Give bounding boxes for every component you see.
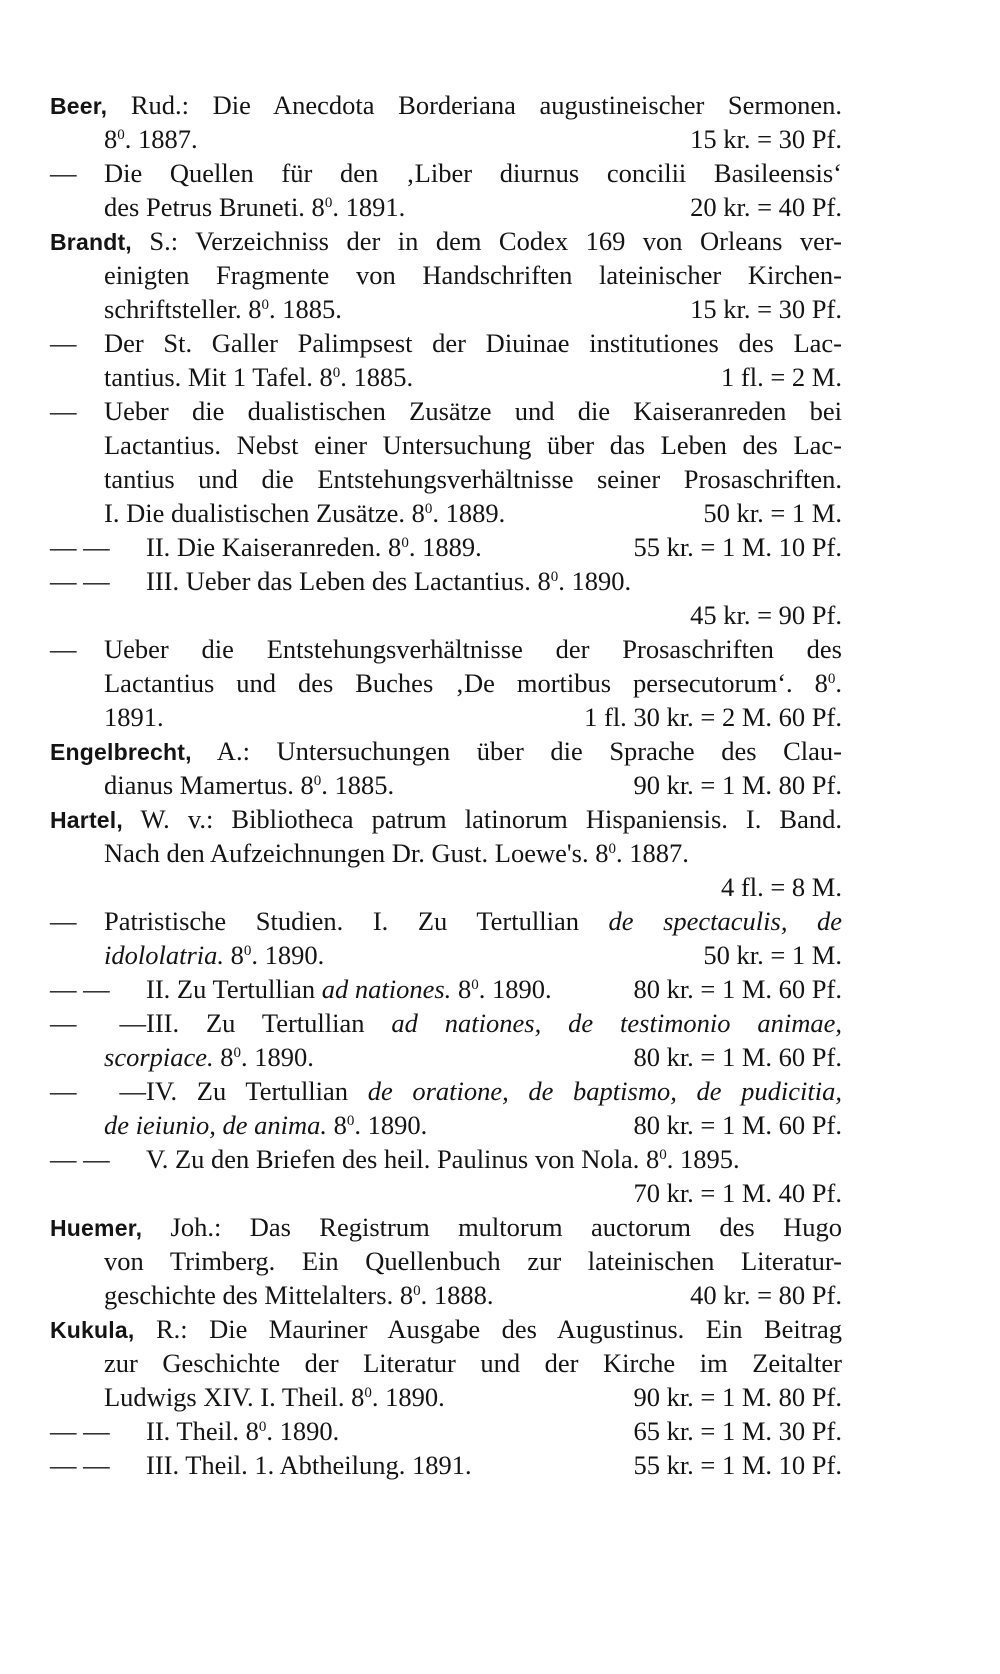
entry-line xyxy=(50,462,842,496)
entry-text: II. Theil. $8^0$. 1890. xyxy=(146,1416,340,1446)
entry-text: Lactantius. Nebst einer Untersuchung über das Leben des Lac- xyxy=(104,430,842,460)
entry-text-italic: ad nationes, de testimonio animae, xyxy=(391,1008,842,1038)
entry-line xyxy=(50,700,842,734)
entry-line xyxy=(50,768,842,802)
entry-line xyxy=(50,598,842,632)
price: 45 kr. = 90 Pf. xyxy=(690,600,842,630)
catalogue-entry xyxy=(50,1074,842,1142)
entry-line xyxy=(50,1244,842,1278)
entry-text-italic: ad nationes. xyxy=(321,974,452,1004)
entry-line xyxy=(50,1414,842,1448)
entry-line xyxy=(50,258,842,292)
entry-left xyxy=(50,1108,427,1142)
entry-left xyxy=(50,360,413,394)
entry-text: Rud.: Die Anecdota Borderiana augustineischer Sermonen. xyxy=(107,90,842,120)
entry-text: R.: Die Mauriner Ausgabe des Augustinus. Ein Beitrag xyxy=(134,1314,842,1344)
entry-left xyxy=(50,938,324,972)
entry-line xyxy=(50,292,842,326)
entry-text: IV. Zu Tertullian xyxy=(146,1076,368,1106)
entry-left xyxy=(50,972,552,1006)
catalogue-entry xyxy=(50,632,842,734)
entry-text: $8^0$. 1890. xyxy=(451,974,552,1004)
entry-line xyxy=(50,496,842,530)
entry-text: einigten Fragmente von Handschriften lateinischer Kirchen- xyxy=(104,260,842,290)
author-name: Beer, xyxy=(50,93,108,119)
author-name: Kukula, xyxy=(50,1317,135,1343)
entry-text: Nach den Aufzeichnungen Dr. Gust. Loewe's. $8^0$. 1887. xyxy=(104,838,689,868)
entry-line xyxy=(50,1142,842,1176)
catalogue-entry xyxy=(50,88,842,156)
entry-left xyxy=(50,122,198,156)
ditto-dash: — xyxy=(50,634,77,664)
price: 50 kr. = 1 M. xyxy=(703,940,842,970)
price: 15 kr. = 30 Pf. xyxy=(690,124,842,154)
entry-text: Der St. Galler Palimpsest der Diuinae institutiones des Lac- xyxy=(104,328,842,358)
catalogue-entry xyxy=(50,326,842,394)
entry-text: II. Die Kaiseranreden. $8^0$. 1889. xyxy=(146,532,482,562)
entry-line xyxy=(50,394,842,428)
price: 4 fl. = 8 M. xyxy=(721,872,842,902)
ditto-dash: — — xyxy=(50,566,110,596)
catalogue-entry xyxy=(50,904,842,972)
entry-line xyxy=(50,1040,842,1074)
catalogue-entry xyxy=(50,1312,842,1414)
entry-text: von Trimberg. Ein Quellenbuch zur lateinischen Literatur- xyxy=(104,1246,842,1276)
entry-line xyxy=(50,1210,842,1244)
price: 90 kr. = 1 M. 80 Pf. xyxy=(633,770,842,800)
price: 55 kr. = 1 M. 10 Pf. xyxy=(633,532,842,562)
ditto-dash: — — xyxy=(50,1144,110,1174)
entry-line xyxy=(50,666,842,700)
entry-text: Ueber die dualistischen Zusätze und die Kaiseranreden bei xyxy=(104,396,842,426)
entry-text-italic: scorpiace. xyxy=(104,1042,214,1072)
entry-text: Ueber die Entstehungsverhältnisse der Prosaschriften des xyxy=(104,634,842,664)
entry-text: tantius. Mit 1 Tafel. $8^0$. 1885. xyxy=(104,362,414,392)
author-name: Brandt, xyxy=(50,229,132,255)
entry-line xyxy=(50,904,842,938)
price: 80 kr. = 1 M. 60 Pf. xyxy=(633,1110,842,1140)
entry-text: Die Quellen für den ‚Liber diurnus concilii Basileensis‘ xyxy=(104,158,842,188)
entry-left xyxy=(50,1448,472,1482)
catalogue-entry xyxy=(50,156,842,224)
entry-text: tantius und die Entstehungsverhältnisse seiner Prosaschriften. xyxy=(104,464,842,494)
entry-text: $8^0$. 1890. xyxy=(224,940,325,970)
catalogue-entry xyxy=(50,564,842,632)
entry-left xyxy=(50,1414,339,1448)
entry-text: 1891. xyxy=(104,702,164,732)
ditto-dash: — xyxy=(50,396,77,426)
catalogue-entry xyxy=(50,734,842,802)
entry-text: Lactantius und des Buches ‚De mortibus persecutorum‘. $8^0$. xyxy=(104,668,842,698)
price: 1 fl. = 2 M. xyxy=(721,362,842,392)
entry-left xyxy=(50,768,394,802)
entry-text: dianus Mamertus. $8^0$. 1885. xyxy=(104,770,395,800)
ditto-dash: — xyxy=(50,906,77,936)
price: 15 kr. = 30 Pf. xyxy=(690,294,842,324)
entry-left xyxy=(50,1380,445,1414)
entry-line xyxy=(50,1346,842,1380)
catalogue-entry xyxy=(50,224,842,326)
entry-left xyxy=(50,292,342,326)
entry-line xyxy=(50,190,842,224)
catalogue-entry xyxy=(50,972,842,1006)
catalogue-entry xyxy=(50,394,842,530)
entry-text: $8^0$. 1890. xyxy=(213,1042,314,1072)
entry-text: S.: Verzeichniss der in dem Codex 169 von Orleans ver- xyxy=(131,226,842,256)
price: 55 kr. = 1 M. 10 Pf. xyxy=(633,1450,842,1480)
entry-line xyxy=(50,632,842,666)
author-name: Huemer, xyxy=(50,1215,143,1241)
entry-text: I. Die dualistischen Zusätze. $8^0$. 1889. xyxy=(104,498,506,528)
entry-line xyxy=(50,428,842,462)
entry-text: $8^0$. 1890. xyxy=(327,1110,428,1140)
entry-text-italic: de ieiunio, de anima. xyxy=(104,1110,327,1140)
ditto-dash: — — xyxy=(50,1416,110,1446)
entry-line xyxy=(50,1380,842,1414)
entry-line xyxy=(50,870,842,904)
price: 65 kr. = 1 M. 30 Pf. xyxy=(633,1416,842,1446)
entry-text: Ludwigs XIV. I. Theil. $8^0$. 1890. xyxy=(104,1382,445,1412)
entry-line xyxy=(50,564,842,598)
entry-text: III. Theil. 1. Abtheilung. 1891. xyxy=(146,1450,472,1480)
entry-line xyxy=(50,88,842,122)
entry-left xyxy=(50,530,482,564)
entry-left xyxy=(50,496,505,530)
entry-line xyxy=(50,1006,842,1040)
catalogue-entry xyxy=(50,802,842,904)
price: 80 kr. = 1 M. 60 Pf. xyxy=(633,974,842,1004)
entry-text: zur Geschichte der Literatur und der Kirche im Zeitalter xyxy=(104,1348,842,1378)
entry-line xyxy=(50,734,842,768)
entry-text: $8^0$. 1887. xyxy=(104,124,198,154)
entry-text: geschichte des Mittelalters. $8^0$. 1888. xyxy=(104,1280,494,1310)
entry-line xyxy=(50,1074,842,1108)
entry-line xyxy=(50,360,842,394)
ditto-dash: — xyxy=(50,328,77,358)
author-name: Hartel, xyxy=(50,807,123,833)
catalogue-column xyxy=(50,88,842,1482)
price: 70 kr. = 1 M. 40 Pf. xyxy=(633,1178,842,1208)
ditto-dash: — — xyxy=(50,1450,110,1480)
entry-line xyxy=(50,122,842,156)
price: 20 kr. = 40 Pf. xyxy=(690,192,842,222)
entry-line xyxy=(50,156,842,190)
entry-text: A.: Untersuchungen über die Sprache des Clau- xyxy=(191,736,842,766)
ditto-dash: — xyxy=(50,158,77,188)
ditto-dash: — — xyxy=(50,1008,146,1038)
entry-line xyxy=(50,1108,842,1142)
entry-left xyxy=(50,564,631,598)
entry-line xyxy=(50,224,842,258)
entry-text-italic: de spectaculis, de xyxy=(578,906,842,936)
entry-text: schriftsteller. $8^0$. 1885. xyxy=(104,294,342,324)
price: 50 kr. = 1 M. xyxy=(703,498,842,528)
price: 80 kr. = 1 M. 60 Pf. xyxy=(633,1042,842,1072)
entry-line xyxy=(50,1448,842,1482)
ditto-dash: — — xyxy=(50,974,110,1004)
entry-line xyxy=(50,802,842,836)
ditto-dash: — — xyxy=(50,1076,146,1106)
entry-text: Joh.: Das Registrum multorum auctorum des Hugo xyxy=(142,1212,842,1242)
entry-line xyxy=(50,972,842,1006)
catalogue-entry xyxy=(50,1006,842,1074)
entry-line xyxy=(50,836,842,870)
catalogue-entry xyxy=(50,1142,842,1210)
entry-left xyxy=(50,1142,740,1176)
catalogue-entry xyxy=(50,530,842,564)
author-name: Engelbrecht, xyxy=(50,739,192,765)
entry-line xyxy=(50,1176,842,1210)
catalogue-entry xyxy=(50,1448,842,1482)
entry-text: III. Zu Tertullian xyxy=(146,1008,392,1038)
entry-text: W. v.: Bibliotheca patrum latinorum Hispaniensis. I. Band. xyxy=(122,804,842,834)
entry-left xyxy=(50,1278,493,1312)
entry-left xyxy=(50,190,405,224)
price: 40 kr. = 80 Pf. xyxy=(690,1280,842,1310)
entry-text-italic: idololatria. xyxy=(104,940,225,970)
entry-line xyxy=(50,326,842,360)
entry-left xyxy=(50,700,164,734)
entry-text: III. Ueber das Leben des Lactantius. $8^0$. 1890. xyxy=(146,566,632,596)
entry-text: des Petrus Bruneti. $8^0$. 1891. xyxy=(104,192,406,222)
price: 90 kr. = 1 M. 80 Pf. xyxy=(633,1382,842,1412)
entry-text: II. Zu Tertullian xyxy=(146,974,322,1004)
entry-text: V. Zu den Briefen des heil. Paulinus von Nola. $8^0$. 1895. xyxy=(146,1144,740,1174)
entry-text-italic: de oratione, de baptismo, de pudicitia, xyxy=(367,1076,842,1106)
price: 1 fl. 30 kr. = 2 M. 60 Pf. xyxy=(584,702,842,732)
entry-left xyxy=(50,1040,314,1074)
entry-line xyxy=(50,1312,842,1346)
entry-text: Patristische Studien. I. Zu Tertullian xyxy=(104,906,579,936)
catalogue-entry xyxy=(50,1414,842,1448)
entry-line xyxy=(50,530,842,564)
entry-line xyxy=(50,1278,842,1312)
ditto-dash: — — xyxy=(50,532,110,562)
catalogue-entry xyxy=(50,1210,842,1312)
entry-left xyxy=(50,836,689,870)
entry-line xyxy=(50,938,842,972)
